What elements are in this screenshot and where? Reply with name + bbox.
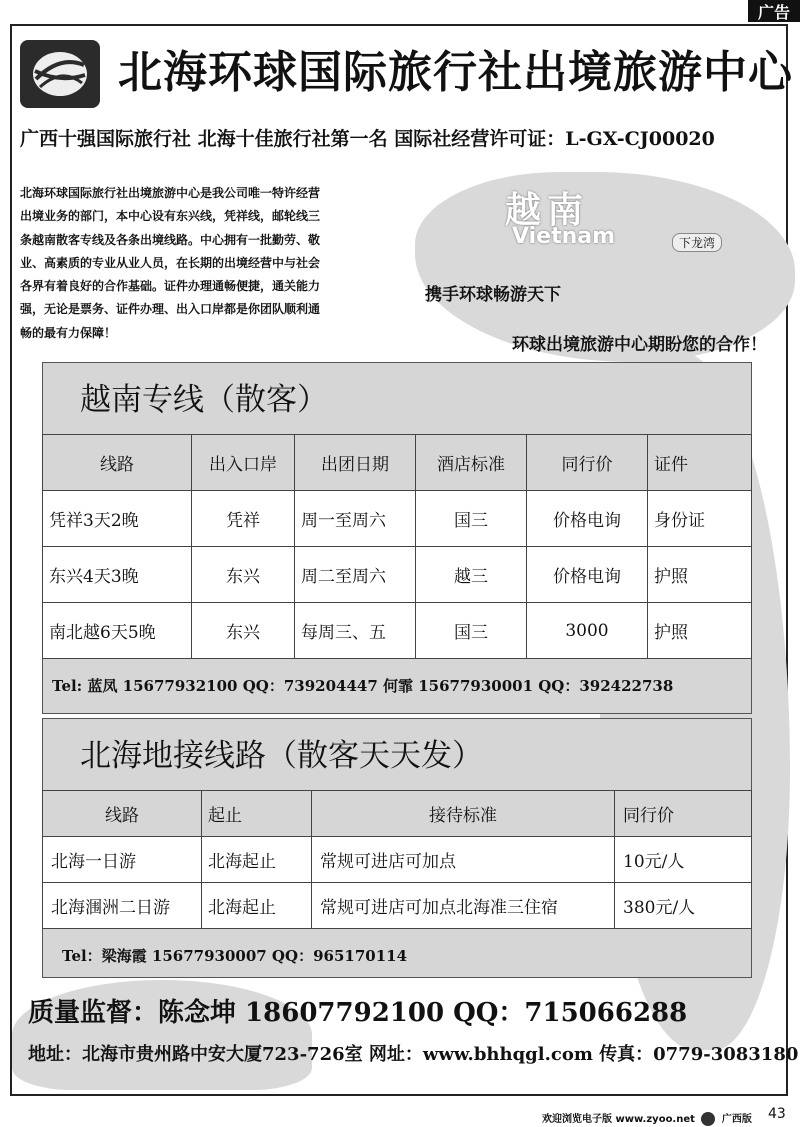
intro-paragraph (20, 182, 415, 345)
table-cell: 北海一日游 (43, 837, 202, 883)
beihai-routes-table (42, 790, 752, 929)
slogan-2: 环球出境旅游中心期盼您的合作！ (512, 335, 767, 355)
col-header: 酒店标准 (416, 435, 527, 491)
license-line: 广西十强国际旅行社 北海十佳旅行社第一名 国际社经营许可证：L-GX-CJ00020 (20, 128, 715, 150)
intro-line: 出境业务的部门，本中心设有东兴线，凭祥线，邮轮线三 (20, 209, 321, 224)
vietnam-routes-title: 越南专线（散客） (80, 382, 328, 418)
beihai-routes-title: 北海地接线路（散客天天发） (80, 738, 483, 774)
table-header-row (43, 791, 752, 837)
table-cell: 凭祥 (192, 491, 295, 547)
table-row (43, 883, 752, 929)
vietnam-contact-line: Tel: 蓝凤 15677932100 QQ：739204447 何霏 15677930001 QQ：392422738 (52, 677, 674, 695)
col-header: 接待标准 (312, 791, 615, 837)
intro-line: 条越南散客专线及各条出境线路。中心拥有一批勤劳、敬 (20, 232, 321, 247)
table-cell: 380元/人 (615, 883, 752, 929)
intro-line: 畅的最有力保障！ (20, 325, 117, 340)
table-cell: 北海起止 (202, 883, 312, 929)
beihai-contact-line: Tel：梁海霞 15677930007 QQ：965170114 (62, 947, 408, 965)
table-row (43, 547, 752, 603)
intro-line: 业、高素质的专业从业人员，在长期的出境经营中与社会 (20, 255, 321, 270)
col-header: 起止 (202, 791, 312, 837)
welcome-text: 欢迎浏览电子版 www.zyoo.net (542, 1114, 695, 1125)
edition-label: 广西版 (721, 1114, 752, 1125)
intro-line: 强，无论是票务、证件办理、出入口岸都是你团队顺利通 (20, 302, 321, 317)
agency-logo (20, 40, 100, 108)
slogan-1: 携手环球畅游天下 (425, 285, 561, 305)
vietnam-routes-table (42, 434, 752, 659)
table-cell: 北海起止 (202, 837, 312, 883)
table-cell: 越三 (416, 547, 527, 603)
col-header: 线路 (43, 435, 192, 491)
table-cell: 国三 (416, 603, 527, 659)
table-cell: 周二至周六 (295, 547, 416, 603)
map-label-vietnam-cn: 越南 (505, 190, 590, 231)
table-cell: 东兴 (192, 547, 295, 603)
table-cell: 国三 (416, 491, 527, 547)
col-header: 同行价 (615, 791, 752, 837)
quality-supervision-line: 质量监督：陈念坤 18607792100 QQ：715066288 (28, 998, 688, 1028)
page-number: 43 (768, 1106, 786, 1122)
table-cell: 北海涠洲二日游 (43, 883, 202, 929)
page-footer-text (542, 1110, 752, 1126)
col-header: 出团日期 (295, 435, 416, 491)
table-cell: 常规可进店可加点 (312, 837, 615, 883)
table-row (43, 491, 752, 547)
table-row (43, 603, 752, 659)
table-header-row (43, 435, 752, 491)
map-label-vietnam-en: Vietnam (512, 224, 616, 249)
intro-line: 各界有着良好的合作基础。证件办理通畅便捷，通关能力 (20, 279, 321, 294)
col-header: 出入口岸 (192, 435, 295, 491)
table-cell: 3000 (527, 603, 648, 659)
table-cell: 价格电询 (527, 547, 648, 603)
table-cell: 周一至周六 (295, 491, 416, 547)
table-cell: 东兴4天3晚 (43, 547, 192, 603)
table-cell: 护照 (648, 547, 752, 603)
address-line: 地址：北海市贵州路中安大厦723-726室 网址：www.bhhqgl.com 传真：0779-3083180 (28, 1044, 799, 1065)
table-cell: 价格电询 (527, 491, 648, 547)
map-label-halong: 下龙湾 (672, 233, 722, 252)
table-cell: 常规可进店可加点北海准三住宿 (312, 883, 615, 929)
table-cell: 10元/人 (615, 837, 752, 883)
col-header: 证件 (648, 435, 752, 491)
col-header: 同行价 (527, 435, 648, 491)
table-cell: 凭祥3天2晚 (43, 491, 192, 547)
table-cell: 南北越6天5晚 (43, 603, 192, 659)
ad-tag: 广告 (748, 0, 800, 22)
edition-badge-icon (701, 1112, 715, 1126)
table-cell: 护照 (648, 603, 752, 659)
intro-line: 北海环球国际旅行社出境旅游中心是我公司唯一特许经营 (20, 186, 321, 200)
table-row (43, 837, 752, 883)
table-cell: 东兴 (192, 603, 295, 659)
table-cell: 身份证 (648, 491, 752, 547)
table-cell: 每周三、五 (295, 603, 416, 659)
col-header: 线路 (43, 791, 202, 837)
page-title: 北海环球国际旅行社出境旅游中心 (118, 47, 793, 98)
globe-logo-icon (30, 49, 90, 99)
